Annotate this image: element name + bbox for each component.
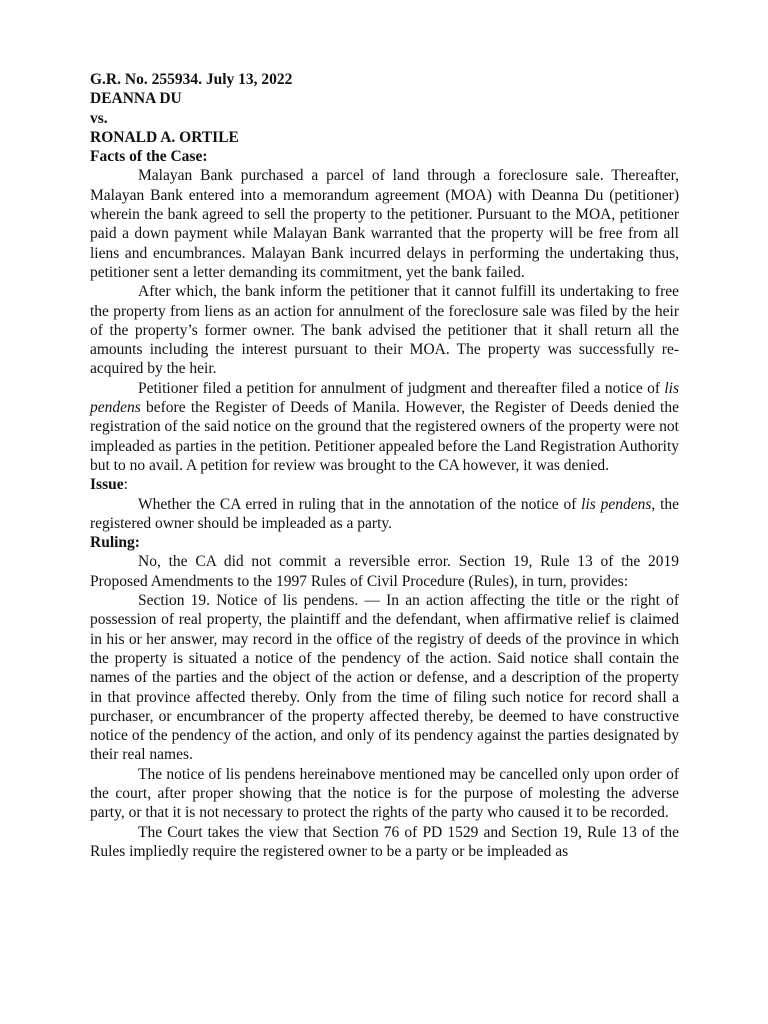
facts-p3-italic: lis pendens xyxy=(90,379,679,417)
ruling-paragraph-2: Section 19. Notice of lis pendens. — In an action affecting the title or the right of possession of real property, the plaintiff and the defendant, when affirmative relief is claimed in his or her answer, may record in the office of the registry of deeds of the province in which the property is situated a notice of the pendency of the action. Said notice shall contain the names of the parties and the object of the action or defense, and a description of the property in that province affected thereby. Only from the time of filing such notice for record shall a purchaser, or encumbrancer of the property affected thereby, be deemed to have constructive notice of the pendency of the action, and only of its pendency against the parties designated by their real names. xyxy=(90,592,679,764)
facts-p3-text-b: before the Register of Deeds of Manila. However, the Register of Deeds denied the registration of the said notice on the ground that the registered owners of the property were not impleaded as parties in the petition. Petitioner appealed before the Land Registration Authority but to no avail. A petition for review was brought to the CA however, it was denied. xyxy=(90,399,679,474)
petitioner-name: DEANNA DU xyxy=(90,90,182,108)
issue-paragraph xyxy=(90,495,679,534)
ruling-paragraph-1: No, the CA did not commit a reversible error. Section 19, Rule 13 of the 2019 Proposed Amendments to the 1997 Rules of Civil Procedure (Rules), in turn, provides: xyxy=(90,553,679,590)
facts-paragraph-2: After which, the bank inform the petitioner that it cannot fulfill its undertaking to free the property from liens as an action for annulment of the foreclosure sale was filed by the heir of the property’s former owner. The bank advised the petitioner that it shall return all the amounts including the interest pursuant to their MOA. The property was successfully re-acquired by the heir. xyxy=(90,283,679,378)
respondent-name: RONALD A. ORTILE xyxy=(90,128,239,146)
versus-label: vs. xyxy=(90,109,108,127)
facts-paragraph-1: Malayan Bank purchased a parcel of land through a foreclosure sale. Thereafter, Malayan Bank entered into a memorandum agreement (MOA) with Deanna Du (petitioner) wherein the bank agreed to sell the property to the petitioner. Pursuant to the MOA, petitioner paid a down payment while Malayan Bank warranted that the property will be free from all liens and encumbrances. Malayan Bank incurred delays in performing the undertaking thus, petitioner sent a letter demanding its commitment, yet the bank failed. xyxy=(90,167,679,281)
case-digest xyxy=(90,70,679,861)
facts-paragraph-3 xyxy=(90,379,679,475)
facts-p3-text-a: Petitioner filed a petition for annulment of judgment and thereafter filed a notice of xyxy=(138,379,665,397)
issue-italic: lis pendens xyxy=(581,495,652,513)
ruling-heading: Ruling: xyxy=(90,534,140,552)
case-citation: G.R. No. 255934. July 13, 2022 xyxy=(90,71,293,88)
ruling-paragraph-3: The notice of lis pendens hereinabove mentioned may be cancelled only upon order of the court, after proper showing that the notice is for the purpose of molesting the adverse party, or that it is not necessary to protect the rights of the party who caused it to be recorded. xyxy=(90,765,679,822)
issue-text-a: Whether the CA erred in ruling that in the annotation of the notice of xyxy=(138,495,582,513)
issue-heading: Issue xyxy=(90,476,124,494)
facts-heading: Facts of the Case: xyxy=(90,148,208,166)
issue-colon: : xyxy=(123,476,128,494)
issue-text-b: , the registered owner should be impleaded as a party. xyxy=(90,495,680,532)
ruling-paragraph-4: The Court takes the view that Section 76 of PD 1529 and Section 19, Rule 13 of the Rules impliedly require the registered owner to be a party or be impleaded as xyxy=(90,823,679,860)
issue-heading-line xyxy=(90,475,679,494)
